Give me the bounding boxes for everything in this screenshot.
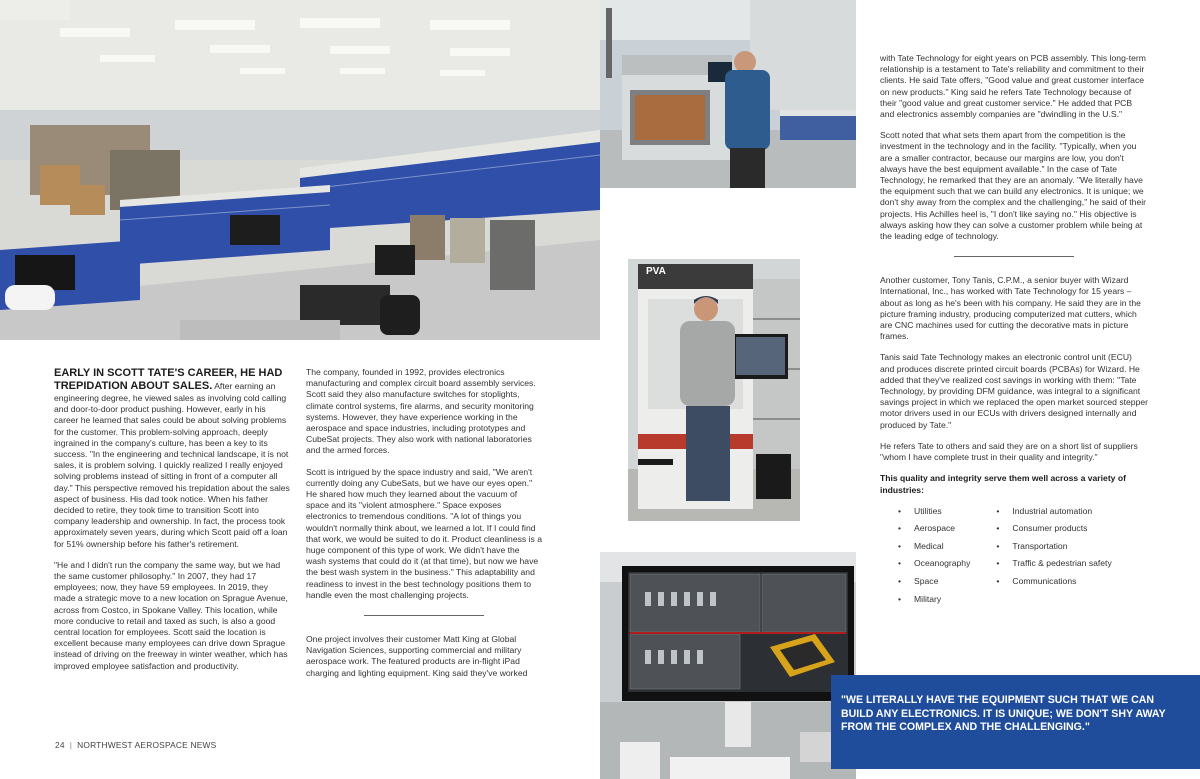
industries-intro: This quality and integrity serve them well across a variety of industries: xyxy=(880,473,1126,495)
workshop-floor-photo xyxy=(0,0,600,340)
paragraph-6: with Tate Technology for eight years on PCB assembly. This long-term relationship is a testament to Tate's reliability and commitment to their clients. He said Tate offers, "Good value and great customer interface on new products." King said he refers Tate Technology because of their "good value and great customer service." He added that PCB and electronics assembly companies are "dwindling in the U.S." xyxy=(880,53,1146,120)
list-item: • Industrial automation xyxy=(996,506,1111,517)
page-footer xyxy=(55,740,216,750)
paragraph-7: Scott noted that what sets them apart from the competition is the investment in the technology and in the facility. "Typically, when you are a smaller contractor, because our margins are low, you don't always have the best equipment available." In the case of Tate Technology, he remarked that they are an anomaly. "We literally have the equipment such that we can build any electronics. It is unique; we don't shy away from the complex and the challenging," he said of their projects. His Achilles heel is, "I don't like saying no." His objective is always asking how they can solve a customer problem while being at the leading edge of technology. xyxy=(880,130,1146,242)
list-item: • Utilities xyxy=(898,506,970,517)
lead-paragraph-text: After earning an engineering degree, he viewed sales as involving cold calling and door-to-door product pushing. However, early in his career he learned that sales could be about solving problems for the customer. This problem-solving approach, deeply ingrained in the company's culture, has been a key to its success. "In the engineering and technical landscape, it is not sales, it is problem solving. I quickly realized I really enjoyed solving problems instead of sitting in front of a computer all day." This perspective removed his trepidation about the sales aspect of business. His dad took notice. When his father decided to retire, they took time to transition Scott into company leadership and ownership. In fact, the process took approximately seven years, during which Scott paid off a loan for 51% ownership before his father's retirement. xyxy=(54,381,290,549)
list-item: • Space xyxy=(898,576,970,587)
industries-list-right xyxy=(996,506,1111,612)
list-item: • Consumer products xyxy=(996,523,1111,534)
paragraph-3: The company, founded in 1992, provides electronics manufacturing and complex circuit board assembly services. Scott said they also manufacture switches for stoplights, climate control systems, fire alarms, and security monitoring systems. However, they have experience working in the aerospace and space industries, including prototypes and CubeSat projects. They also work with national laboratories and the armed forces. xyxy=(306,367,536,456)
article-column-2 xyxy=(306,367,542,689)
pva-machine-label: PVA xyxy=(646,266,666,277)
section-divider xyxy=(364,615,484,616)
industries-list-left xyxy=(898,506,970,612)
lead-heading: EARLY IN SCOTT TATE'S CAREER, HE HAD TREPIDATION ABOUT SALES. xyxy=(54,367,283,392)
list-item: • Communications xyxy=(996,576,1111,587)
industries-list xyxy=(880,506,1148,612)
publication-name: NORTHWEST AEROSPACE NEWS xyxy=(77,740,217,750)
paragraph-2: "He and I didn't run the company the same way, but we had the same customer philosophy." In 2007, they had 17 employees; now, they have 59 employees. In 2019, they made a strategic move to a new location on Sprague Avenue, across from Costco, in Spokane Valley. This location, while more conducive to retail and taxed as such, is also a good central location for employees. Scott said the location is excellent because many employees can drive down Sprague instead of driving on the freeway in winter weather, which has improved employee satisfaction and productivity. xyxy=(54,559,288,671)
section-divider-2 xyxy=(954,256,1074,257)
list-item: • Traffic & pedestrian safety xyxy=(996,558,1111,569)
paragraph-8: Another customer, Tony Tanis, C.P.M., a senior buyer with Wizard International, Inc., has worked with Tate Technology for 15 years – about as long as he's been with his company. He said they are in the picture framing industry, producing computerized mat cutters, which are CNC machines used for cutting the decorative mats in picture frames. xyxy=(880,275,1141,342)
lead-paragraph xyxy=(54,367,290,550)
pull-quote: "WE LITERALLY HAVE THE EQUIPMENT SUCH THAT WE CAN BUILD ANY ELECTRONICS. IT IS UNIQUE; WE DON'T SHY AWAY FROM THE COMPLEX AND THE CHALLENGING." xyxy=(831,675,1200,769)
paragraph-10: He refers Tate to others and said they are on a short list of suppliers "whom I have complete trust in their quality and integrity." xyxy=(880,440,1138,463)
list-item: • Aerospace xyxy=(898,523,970,534)
article-column-1 xyxy=(54,367,290,682)
inspection-monitor-photo xyxy=(600,552,856,779)
article-column-3 xyxy=(880,53,1148,611)
list-item: • Military xyxy=(898,594,970,605)
technician-at-machine-photo xyxy=(600,0,856,188)
list-item: • Medical xyxy=(898,541,970,552)
list-item: • Transportation xyxy=(996,541,1111,552)
paragraph-4: Scott is intrigued by the space industry and said, "We aren't currently doing any CubeSats, but we have our eyes open." He shared how much they learned about the vacuum of space and its "violent atmosphere." Space exposes electronics to tremendous conditions. "A lot of things you wouldn't normally think about, we learned a lot. If I could find that work, we would be suited to do it. Product cleanliness is a huge component of this type of work. We didn't have the wash systems that could do it (at that time), but now we have the best wash system in the business." This adaptability and readiness to invest in the best technology positions them to handle even the most challenging projects. xyxy=(306,466,542,600)
paragraph-5: One project involves their customer Matt King at Global Navigation Sciences, supporting commercial and military aerospace work. The featured products are in-flight iPad charging and lighting equipment. King said they've worked xyxy=(306,634,528,678)
paragraph-9: Tanis said Tate Technology makes an electronic control unit (ECU) and produces discrete printed circuit boards (PCBAs) for Wizard. He added that they've realized cost savings in working with them: "Tate Technology, by providing DFM guidance, was integral to a significant savings project in which we replaced the open market sourced stepper motor drivers used in our ECUs with drivers designed internally and produced by Tate." xyxy=(880,352,1148,430)
list-item: • Oceanography xyxy=(898,558,970,569)
page-number: 24 xyxy=(55,740,65,750)
footer-separator: | xyxy=(69,740,73,750)
operator-at-pva-machine-photo xyxy=(628,259,800,521)
